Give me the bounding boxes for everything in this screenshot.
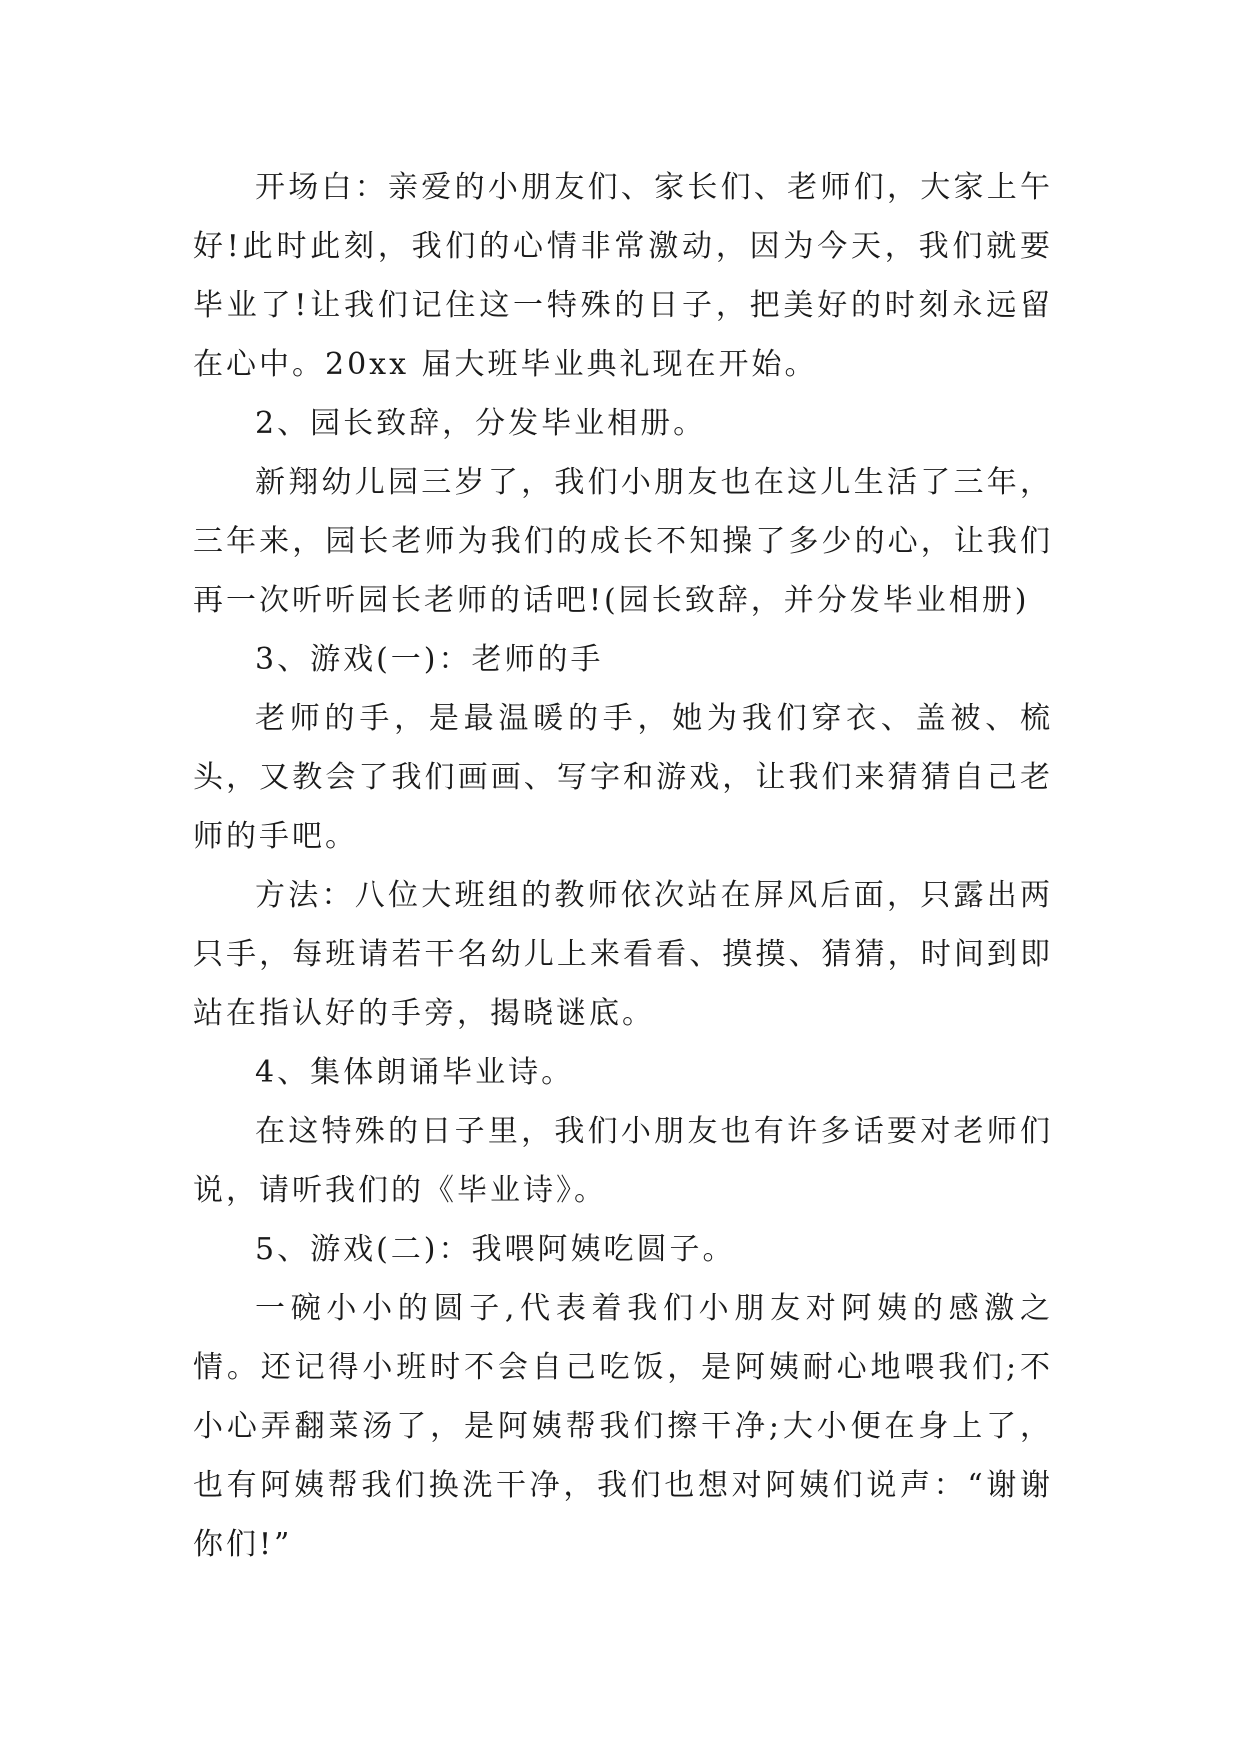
item-2-heading: 2、园长致辞，分发毕业相册。 (255, 406, 707, 441)
item-4-paragraph: 在这特殊的日子里，我们小朋友也有许多话要对老师们说，请听我们的《毕业诗》。 (193, 1114, 1053, 1208)
item-4-heading: 4、集体朗诵毕业诗。 (255, 1055, 575, 1090)
item-3-paragraph: 老师的手，是最温暖的手，她为我们穿衣、盖被、梳头，又教会了我们画画、写字和游戏，让我们来猜猜自己老师的手吧。 (193, 701, 1053, 854)
document-body (193, 158, 1053, 1574)
item-5-paragraph: 一碗小小的圆子,代表着我们小朋友对阿姨的感激之情。还记得小班时不会自己吃饭，是阿姨耐心地喂我们;不小心弄翻菜汤了，是阿姨帮我们擦干净;大小便在身上了，也有阿姨帮我们换洗干净，我们也想对阿姨们说声：“谢谢你们!” (193, 1291, 1053, 1562)
method-paragraph: 方法：八位大班组的教师依次站在屏风后面，只露出两只手，每班请若干名幼儿上来看看、摸摸、猜猜，时间到即站在指认好的手旁，揭晓谜底。 (193, 878, 1053, 1031)
opening-remarks-paragraph: 开场白：亲爱的小朋友们、家长们、老师们，大家上午好!此时此刻，我们的心情非常激动，因为今天，我们就要毕业了!让我们记住这一特殊的日子，把美好的时刻永远留在心中。20xx 届大班毕业典礼现在开始。 (193, 170, 1053, 382)
item-3-heading: 3、游戏(一)：老师的手 (255, 642, 604, 677)
item-5-heading: 5、游戏(二)：我喂阿姨吃圆子。 (255, 1232, 736, 1267)
item-2-paragraph: 新翔幼儿园三岁了，我们小朋友也在这儿生活了三年，三年来，园长老师为我们的成长不知操了多少的心，让我们再一次听听园长老师的话吧!(园长致辞，并分发毕业相册) (193, 465, 1053, 618)
